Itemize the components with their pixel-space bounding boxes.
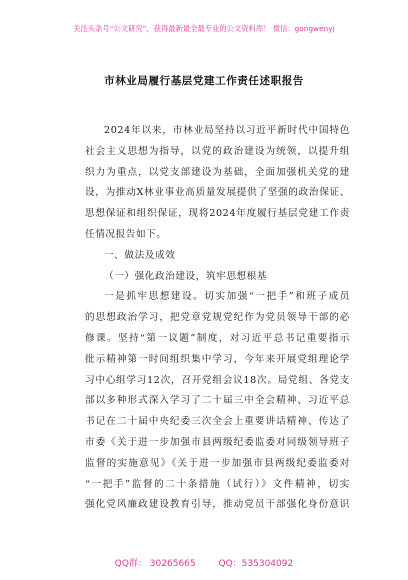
qq-group-number: QQ群： 30265665 xyxy=(114,559,196,569)
document-body xyxy=(85,121,350,516)
paragraph-line: 强化党风廉政建设教育引导，推动党员干部强化身份意识 xyxy=(85,499,350,511)
intro-line: 思想保证和组织保证，现将2024年度履行基层党建工作责 xyxy=(85,208,350,220)
paragraph-line: 一是抓牢思想建设。切实加强“一把手”和班子成员 xyxy=(104,291,350,303)
header-banner: 关注头条号“公文研究”，获得最新最全最专业的公文资料库！ 微信：gongwenyj xyxy=(73,24,335,33)
paragraph-line: 修课。坚持“第一议题”制度，对习近平总书记重要指示 xyxy=(85,332,350,344)
intro-line: 任情况报告如下。 xyxy=(85,228,167,240)
paragraph-line: 的思想政治学习，把党章党规党纪作为党员领导干部的必 xyxy=(85,312,350,324)
qq-number: QQ：535304092 xyxy=(218,559,294,569)
subsection-heading: （一）强化政治建设，筑牢思想根基 xyxy=(104,270,268,282)
paragraph-line: 监督的实施意见》《关于进一步加强市县两级纪委监委对 xyxy=(85,457,350,469)
document-title: 市林业局履行基层党建工作责任述职报告 xyxy=(104,75,304,87)
intro-line: 设，为推动X林业事业高质量发展提供了坚强的政治保证、 xyxy=(85,187,350,199)
paragraph-line: 市委《关于进一步加强市县两级纪委监委对同级领导班子 xyxy=(85,436,350,448)
paragraph-line: “一把手”监督的二十条措施（试行）》文件精神，切实 xyxy=(85,478,350,490)
paragraph-line: 批示精神第一时间组织集中学习，今年来开展党组理论学 xyxy=(85,353,350,365)
section-heading: 一、做法及成效 xyxy=(104,249,176,261)
footer-contact xyxy=(0,556,408,569)
paragraph-line: 部以多种形式深入学习了二十届三中全会精神、习近平总 xyxy=(85,395,350,407)
paragraph-line: 书记在二十届中央纪委三次全会上重要讲话精神、传达了 xyxy=(85,416,350,428)
paragraph-line: 习中心组学习12次，召开党组会议18次。局党组、各党支 xyxy=(85,374,350,386)
intro-line: 2024年以来，市林业局坚持以习近平新时代中国特色 xyxy=(104,125,350,136)
intro-line: 社会主义思想为指导，以党的政治建设为统领，以提升组 xyxy=(85,145,350,157)
intro-line: 织力为重点，以党支部建设为基础，全面加强机关党的建 xyxy=(85,166,350,178)
